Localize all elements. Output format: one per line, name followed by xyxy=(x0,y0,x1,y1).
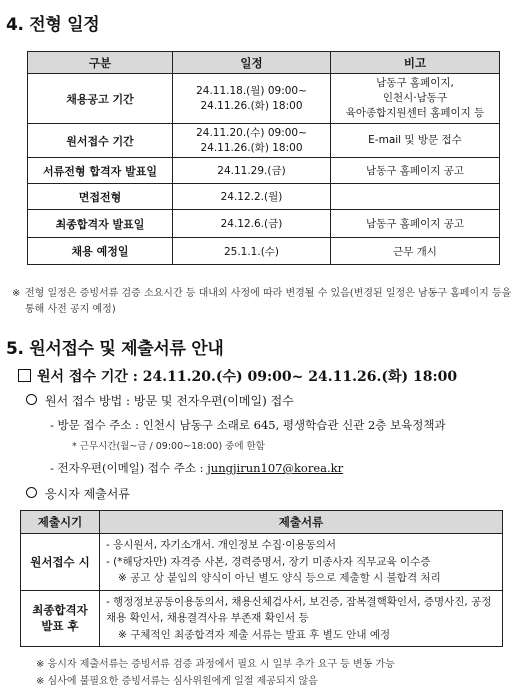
email-line xyxy=(50,460,343,476)
footnote: ※ 응시자 제출서류는 증빙서류 검증 과정에서 필요 시 일부 추가 요구 등 변동 가능 xyxy=(36,659,395,670)
header-note: 비고 xyxy=(331,52,500,74)
table-row xyxy=(28,210,500,238)
docs-title-text: 응시자 제출서류 xyxy=(45,487,130,501)
note-line: 육아종합지원센터 홈페이지 등 xyxy=(345,107,485,119)
note-mark: ※ xyxy=(12,288,21,299)
office-hours: * 근무시간(월~금 / 09:00~18:00) 중에 한함 xyxy=(72,441,265,452)
row-note: 근무 개시 xyxy=(331,238,500,265)
row-note xyxy=(331,74,500,124)
schedule-note xyxy=(12,286,517,318)
schedule-table xyxy=(27,51,500,265)
row-note: 남동구 홈페이지 공고 xyxy=(331,158,500,184)
label-line: 최종합격자 xyxy=(32,603,88,618)
table-row xyxy=(21,590,503,647)
content-star-note: ※ 구체적인 최종합격자 제출 서류는 발표 후 별도 안내 예정 xyxy=(118,628,391,641)
row-note: E-mail 및 방문 접수 xyxy=(331,124,500,158)
header-documents: 제출서류 xyxy=(100,511,503,534)
note-text: 전형 일정은 증빙서류 검증 소요시간 등 대내외 사정에 따라 변경될 수 있음(변경된 일정은 남동구 홈페이지 등을 통해 사전 공지 예정) xyxy=(25,288,512,315)
content-line: - 행정정보공동이용동의서, 채용신체검사서, 보건증, 잠복결핵확인서, 증명사진, 공정채용 확인서, 채용결격사유 부존재 확인서 등 xyxy=(106,595,492,624)
table-row xyxy=(28,184,500,210)
row-note: 남동구 홈페이지 공고 xyxy=(331,210,500,238)
row-label: 원서접수 시 xyxy=(21,534,100,591)
documents-table-header xyxy=(21,511,503,534)
footnote: ※ 심사에 불필요한 증빙서류는 심사위원에게 일절 제공되지 않음 xyxy=(36,676,318,687)
row-label: 서류전형 합격자 발표일 xyxy=(28,158,173,184)
section4-title: 4. 전형 일정 xyxy=(6,15,100,35)
note-line: 인천시·남동구 xyxy=(382,92,448,104)
table-row xyxy=(28,74,500,124)
row-label: 채용공고 기간 xyxy=(28,74,173,124)
table-row xyxy=(28,238,500,265)
circle-bullet-icon xyxy=(26,487,37,498)
email-link[interactable]: jungjirun107@korea.kr xyxy=(207,461,344,475)
label-line: 발표 후 xyxy=(41,619,79,634)
row-label: 원서접수 기간 xyxy=(28,124,173,158)
content-star-note: ※ 공고 상 붙임의 양식이 아닌 별도 양식 등으로 제출할 시 불합격 처리 xyxy=(118,572,441,584)
docs-title xyxy=(26,485,130,502)
email-label: - 전자우편(이메일) 접수 주소 : xyxy=(50,461,204,475)
table-row xyxy=(28,124,500,158)
table-row xyxy=(28,158,500,184)
header-schedule: 일정 xyxy=(173,52,331,74)
application-period xyxy=(18,366,457,386)
schedule-line: 24.11.26.(화) 18:00 xyxy=(200,99,303,112)
row-content xyxy=(100,534,503,591)
documents-table xyxy=(20,510,503,647)
visit-address: - 방문 접수 주소 : 인천시 남동구 소래로 645, 평생학습관 신관 2층 보육정책과 xyxy=(50,418,446,432)
content-line: - (*해당자만) 자격증 사본, 경력증명서, 장기 미종사자 직무교육 이수증 xyxy=(106,555,431,568)
period-text: 원서 접수 기간 : 24.11.20.(수) 09:00~ 24.11.26.(화) 18:00 xyxy=(37,369,458,385)
row-schedule xyxy=(173,74,331,124)
row-label: 최종합격자 발표일 xyxy=(28,210,173,238)
circle-bullet-icon xyxy=(26,394,37,405)
application-method xyxy=(26,392,294,409)
schedule-line: 24.11.26.(화) 18:00 xyxy=(200,141,303,154)
schedule-table-header xyxy=(28,52,500,74)
row-schedule: 24.12.6.(금) xyxy=(173,210,331,238)
row-content xyxy=(100,590,503,647)
row-label: 채용 예정일 xyxy=(28,238,173,265)
row-note xyxy=(331,184,500,210)
table-row xyxy=(21,534,503,591)
content-line: - 응시원서, 자기소개서. 개인정보 수집·이용동의서 xyxy=(106,539,337,551)
row-schedule: 24.12.2.(월) xyxy=(173,184,331,210)
row-label xyxy=(21,590,100,647)
row-schedule xyxy=(173,124,331,158)
row-label: 면접전형 xyxy=(28,184,173,210)
section5-title: 5. 원서접수 및 제출서류 안내 xyxy=(6,339,224,359)
header-category: 구분 xyxy=(28,52,173,74)
note-line: 남동구 홈페이지, xyxy=(376,77,454,89)
method-text: 원서 접수 방법 : 방문 및 전자우편(이메일) 접수 xyxy=(45,394,294,408)
schedule-line: 24.11.18.(월) 09:00~ xyxy=(196,84,307,97)
checkbox-square-icon xyxy=(18,369,31,382)
schedule-line: 24.11.20.(수) 09:00~ xyxy=(196,126,307,139)
row-schedule: 25.1.1.(수) xyxy=(173,238,331,265)
row-schedule: 24.11.29.(금) xyxy=(173,158,331,184)
header-timing: 제출시기 xyxy=(21,511,100,534)
